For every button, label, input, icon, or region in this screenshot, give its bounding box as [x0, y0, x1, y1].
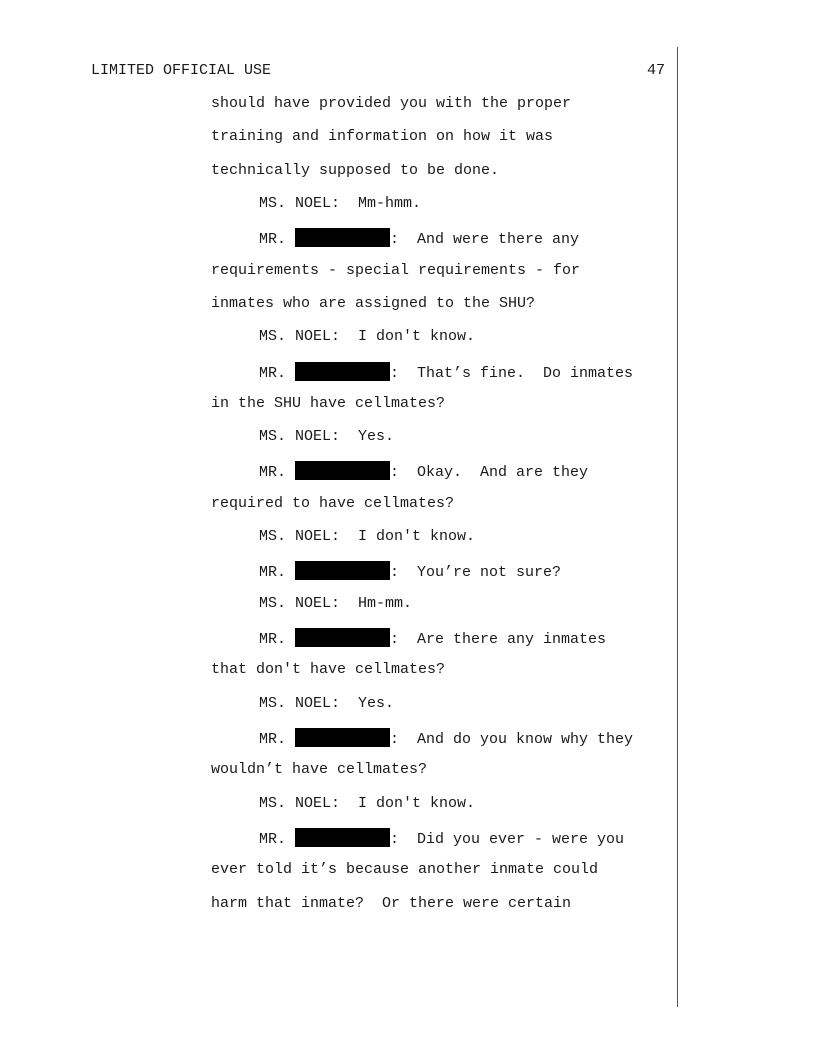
line-text-pre: MR.	[259, 364, 296, 382]
line-text-pre: required to have cellmates?	[211, 494, 455, 512]
redaction-box	[295, 628, 390, 647]
redaction-box	[295, 461, 390, 480]
line-text	[259, 628, 606, 648]
line-text-pre: MR.	[259, 564, 296, 582]
line-text-post: : Did you ever - were you	[390, 830, 625, 848]
line-text-pre: in the SHU have cellmates?	[211, 394, 446, 412]
line-text-pre: should have provided you with the proper	[211, 95, 572, 112]
line-text-pre: MR.	[259, 464, 296, 482]
transcript-line	[0, 428, 676, 461]
line-text-pre: MS. NOEL: I don't know.	[259, 794, 476, 812]
line-text	[211, 162, 499, 179]
transcript-line	[0, 395, 676, 428]
line-text-pre: MR.	[259, 231, 296, 249]
transcript-line	[0, 795, 676, 828]
line-text-pre: MS. NOEL: I don't know.	[259, 528, 476, 546]
transcript-line	[0, 128, 676, 161]
transcript-line	[0, 895, 676, 928]
transcript-line	[0, 628, 676, 661]
line-text-pre: MS. NOEL: Hm-mm.	[259, 594, 413, 612]
transcript-line	[0, 561, 676, 594]
transcript-line	[0, 528, 676, 561]
transcript-line	[0, 362, 676, 395]
line-text-pre: that don't have cellmates?	[211, 661, 446, 679]
line-text-post: : Are there any inmates	[390, 631, 607, 648]
line-text-post: : And were there any	[390, 231, 580, 249]
redaction-box	[295, 362, 390, 381]
classification-marking: LIMITED OFFICIAL USE	[91, 62, 272, 79]
line-text	[211, 895, 571, 912]
transcript-line	[0, 262, 676, 295]
line-text-pre: inmates who are assigned to the SHU?	[211, 294, 536, 312]
transcript-line	[0, 695, 676, 728]
redaction-box	[295, 561, 390, 580]
line-text	[259, 362, 633, 382]
line-text	[211, 661, 445, 678]
line-text	[211, 761, 427, 778]
transcript-line	[0, 595, 676, 628]
line-text	[211, 295, 535, 312]
line-text	[211, 861, 598, 878]
right-margin-rule	[677, 47, 678, 1007]
line-text	[259, 195, 421, 212]
transcript-line	[0, 95, 676, 128]
transcript-line	[0, 228, 676, 261]
redaction-box	[295, 228, 390, 247]
transcript-line	[0, 761, 676, 794]
page-number: 47	[647, 62, 666, 79]
transcript-line	[0, 861, 676, 894]
line-text	[259, 828, 624, 848]
line-text-pre: MR.	[259, 830, 296, 848]
line-text-post: : Okay. And are they	[390, 464, 589, 482]
transcript-line	[0, 195, 676, 228]
line-text-pre: MR.	[259, 631, 296, 648]
line-text	[211, 395, 445, 412]
line-text	[259, 428, 394, 445]
line-text-post: : That’s fine. Do inmates	[390, 364, 634, 382]
transcript-line	[0, 461, 676, 494]
transcript-line	[0, 728, 676, 761]
redaction-box	[295, 828, 390, 847]
transcript-line	[0, 162, 676, 195]
line-text	[211, 262, 580, 279]
transcript-line	[0, 295, 676, 328]
transcript-lines	[0, 95, 676, 928]
line-text	[259, 461, 588, 481]
transcript-line	[0, 828, 676, 861]
line-text	[259, 228, 579, 248]
line-text-pre: MR.	[259, 730, 296, 748]
line-text-pre: MS. NOEL: Yes.	[259, 428, 395, 446]
line-text	[211, 128, 553, 145]
line-text-pre: harm that inmate? Or there were certain	[211, 894, 572, 912]
line-text	[211, 95, 571, 112]
transcript-line	[0, 495, 676, 528]
line-text	[211, 495, 454, 512]
line-text-pre: ever told it’s because another inmate could	[211, 861, 599, 879]
line-text	[259, 795, 475, 812]
line-text-pre: MS. NOEL: Yes.	[259, 694, 395, 712]
line-text-pre: MS. NOEL: Mm-hmm.	[259, 194, 422, 212]
line-text	[259, 728, 633, 748]
line-text	[259, 595, 412, 612]
line-text-pre: training and information on how it was	[211, 128, 554, 146]
line-text-pre: MS. NOEL: I don't know.	[259, 328, 476, 346]
line-text-post: : And do you know why they	[390, 730, 634, 748]
line-text	[259, 528, 475, 545]
line-text	[259, 695, 394, 712]
line-text	[259, 328, 475, 345]
transcript-line	[0, 661, 676, 694]
redaction-box	[295, 728, 390, 747]
line-text	[259, 561, 561, 581]
line-text-pre: technically supposed to be done.	[211, 161, 500, 179]
line-text-pre: wouldn’t have cellmates?	[211, 761, 428, 779]
transcript-line	[0, 328, 676, 361]
line-text-post: : You’re not sure?	[390, 564, 562, 582]
line-text-pre: requirements - special requirements - for	[211, 261, 581, 279]
